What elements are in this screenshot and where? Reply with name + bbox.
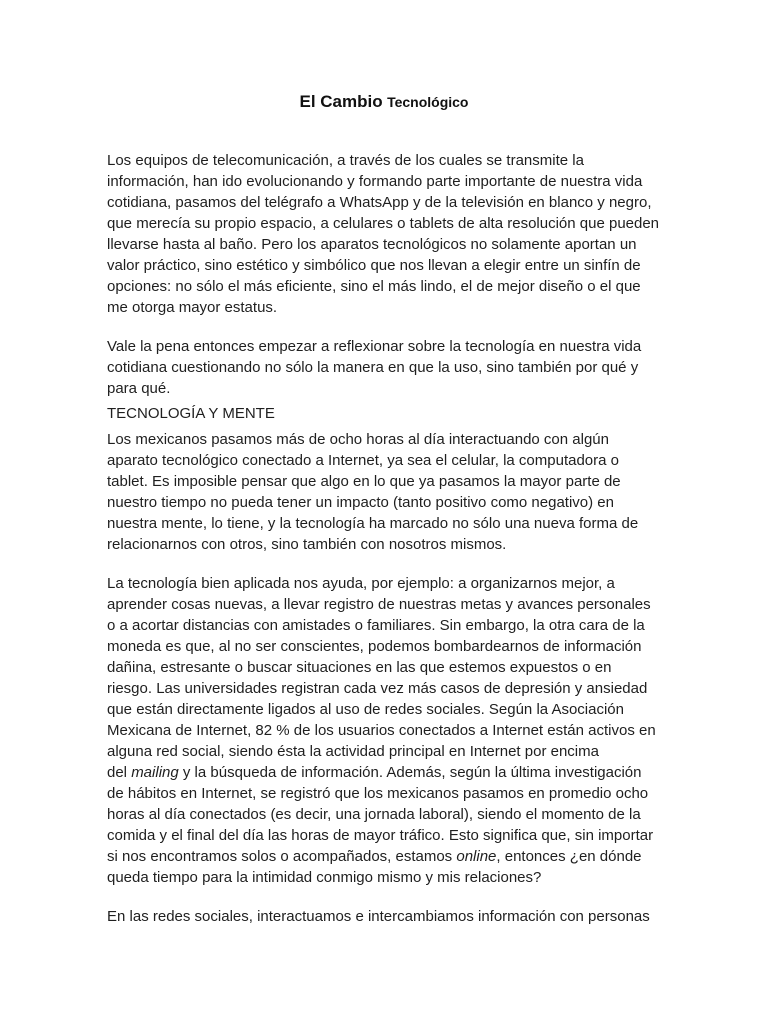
italic-term: online	[456, 848, 497, 865]
text-line: aparato tecnológico conectado a Internet, ya sea el celular, la computadora o	[107, 452, 619, 469]
document-body	[107, 150, 667, 927]
paragraph-reflection	[107, 336, 667, 399]
text-line: para qué.	[107, 380, 171, 397]
text-line: horas al día conectados (es decir, una jornada laboral), siendo el momento de la	[107, 806, 641, 823]
text-run: si nos encontramos solos o acompañados, estamos	[107, 848, 457, 865]
paragraph-mexicans	[107, 429, 667, 555]
text-line: de hábitos en Internet, se registró que los mexicanos pasamos en promedio ocho	[107, 785, 649, 802]
text-line: comida y el final del día las horas de mayor tráfico. Esto significa que, sin importar	[107, 827, 654, 844]
text-line: Los equipos de telecomunicación, a través de los cuales se transmite la	[107, 152, 584, 169]
text-line: que merecía su propio espacio, a celulares o tablets de alta resolución que pueden	[107, 215, 660, 232]
text-line: o a acortar distancias con amistades o familiares. Sin embargo, la otra cara de la	[107, 617, 645, 634]
title-main: El Cambio	[299, 92, 383, 111]
text-line: tablet. Es imposible pensar que algo en lo que ya pasamos la mayor parte de	[107, 473, 621, 490]
text-run: del	[107, 764, 132, 781]
text-line: moneda es que, al no ser conscientes, podemos bombardearnos de información	[107, 638, 642, 655]
text-line: La tecnología bien aplicada nos ayuda, por ejemplo: a organizarnos mejor, a	[107, 575, 615, 592]
text-line: llevarse hasta al baño. Pero los aparatos tecnológicos no solamente aportan un	[107, 236, 637, 253]
text-line: En las redes sociales, interactuamos e intercambiamos información con personas	[107, 908, 650, 925]
text-line: alguna red social, siendo ésta la actividad principal en Internet por encima	[107, 743, 599, 760]
text-line: relacionarnos con otros, sino también con nosotros mismos.	[107, 536, 507, 553]
text-line: cotidiana, pasamos del telégrafo a WhatsApp y de la televisión en blanco y negro,	[107, 194, 652, 211]
text-line: opciones: no sólo el más eficiente, sino el más lindo, el de mejor diseño o el que	[107, 278, 641, 295]
paragraph-intro	[107, 150, 667, 318]
text-line: valor práctico, sino estético y simbólico que nos llevan a elegir entre un sinfín de	[107, 257, 641, 274]
text-line: me otorga mayor estatus.	[107, 299, 278, 316]
text-line: Mexicana de Internet, 82 % de los usuarios conectados a Internet están activos en	[107, 722, 656, 739]
paragraph-social-networks	[107, 906, 667, 927]
document-title	[0, 92, 768, 112]
title-sub: Tecnológico	[387, 94, 469, 110]
text-run: y la búsqueda de información. Además, según la última investigación	[178, 764, 642, 781]
text-line: aprender cosas nuevas, a llevar registro de nuestras metas y avances personales	[107, 596, 651, 613]
text-line: que están directamente ligados al uso de redes sociales. Según la Asociación	[107, 701, 624, 718]
text-line: nuestra mente, lo tiene, y la tecnología ha marcado no sólo una nueva forma de	[107, 515, 639, 532]
text-line: queda tiempo para la intimidad conmigo mismo y mis relaciones?	[107, 869, 542, 886]
section-heading: TECNOLOGÍA Y MENTE	[107, 405, 275, 422]
text-line: cotidiana cuestionando no sólo la manera en que la uso, sino también por qué y	[107, 359, 639, 376]
text-line: dañina, estresante o buscar situaciones en las que estemos expuestos o en	[107, 659, 612, 676]
text-line: Vale la pena entonces empezar a reflexionar sobre la tecnología en nuestra vida	[107, 338, 642, 355]
text-line: nuestro tiempo no pueda tener un impacto (tanto positivo como negativo) en	[107, 494, 614, 511]
text-line	[107, 846, 667, 867]
text-line	[107, 762, 667, 783]
text-run: , entonces ¿en dónde	[496, 848, 642, 865]
text-line: Los mexicanos pasamos más de ocho horas al día interactuando con algún	[107, 431, 609, 448]
text-line: riesgo. Las universidades registran cada vez más casos de depresión y ansiedad	[107, 680, 648, 697]
text-line: información, han ido evolucionando y formando parte importante de nuestra vida	[107, 173, 643, 190]
italic-term: mailing	[131, 764, 179, 781]
paragraph-technology-use	[107, 573, 667, 888]
